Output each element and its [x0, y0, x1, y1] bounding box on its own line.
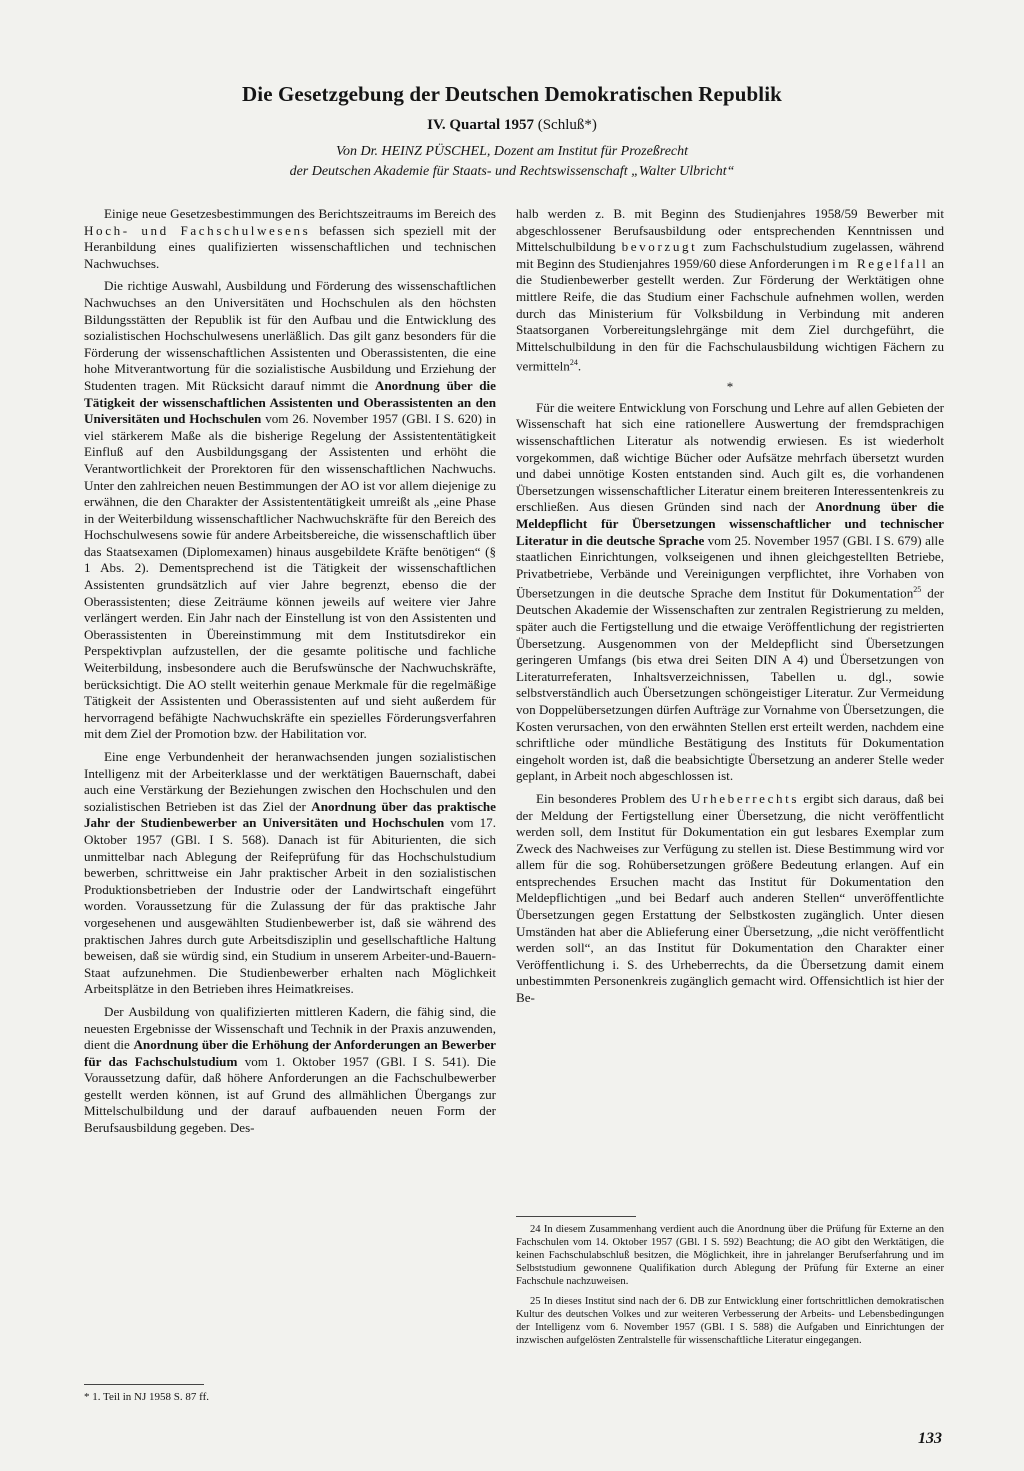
- section-separator: *: [726, 379, 734, 395]
- footnotes-right: [516, 1223, 944, 1354]
- footnote-rule: [84, 1384, 204, 1385]
- paragraph: halb werden z. B. mit Beginn des Studienjahres 1958/59 Bewerber mit abgeschlossener Berufsausbildung oder entsprechenden Kenntnissen und Mittelschulbildung bevorzugt zum Fachschulstudium zugelassen, während mit Beginn des Studienjahres 1959/60 diese Anforderungen im Regelfall an die Studienbewerber gestellt werden. Zur Förderung der Werktätigen ohne mittlere Reife, die das Studium einer Fachschule aufnehmen wollen, werden durch das Ministerium für Volksbildung in Verbindung mit anderen Staatsorganen Vorbereitungslehrgänge mit dem Ziel durchgeführt, die Mittelschulbildung in den für die Fachschulausbildung wichtigen Fächern zu vermitteln$^{24}$.: [516, 206, 944, 374]
- author-byline-1: Von Dr. HEINZ PÜSCHEL, Dozent am Institut für Prozeßrecht: [335, 144, 689, 159]
- paragraph: Ein besonderes Problem des Urheberrechts ergibt sich daraus, daß bei der Meldung der Fertigstellung einer Übersetzung, die nicht veröffentlicht werden soll, dem Institut für Dokumentation ein gut lesbares Exemplar zum Zweck des Nachweises zur Verfügung zu stellen ist. Diese Bestimmung wird vor allem für die sog. Rohübersetzungen größere Bedeutung erlangen. Auf ein entsprechendes Ersuchen macht das Institut für Dokumentation den Meldepflichtigen „und bei Bedarf auch anderen Stellen“ unveröffentlichte Übersetzungen gegen Erstattung der Selbstkosten zugänglich. Unter diesen Umständen hat aber die Ablieferung einer Übersetzung, „die nicht veröffentlicht werden soll“, an das Institut für Dokumentation den Charakter einer Veröffentlichung i. S. des Urheberrechts, da die Übersetzung damit einem unbestimmten Personenkreis zugänglich gemacht wird. Offensichtlich ist hier der Be-: [516, 790, 944, 1006]
- subtitle-quarter: IV. Quartal 1957: [427, 117, 534, 133]
- author-byline-2: der Deutschen Akademie für Staats- und Rechtswissenschaft „Walter Ulbricht“: [289, 164, 735, 179]
- footnote-star: * 1. Teil in NJ 1958 S. 87 ff.: [84, 1391, 210, 1403]
- paragraph: Für die weitere Entwicklung von Forschung und Lehre auf allen Gebieten der Wissenschaft hat sich eine rationellere Auswertung der fremdsprachigen wissenschaftlichen Literatur als notwendig erwiesen. Es ist wiederholt vorgekommen, daß wichtige Bücher oder Aufsätze mehrfach übersetzt wurden und dabei unnötige Kosten entstanden sind. Auch gilt es, die vorhandenen Übersetzungen wissenschaftlicher Literatur einem breiteren Interessentenkreis zu erschließen. Aus diesen Gründen sind nach der Anordnung über die Meldepflicht für Übersetzungen wissenschaftlicher und technischer Literatur in die deutsche Sprache vom 25. November 1957 (GBl. I S. 679) alle staatlichen Einrichtungen, volkseigenen und ihnen gleichgestellten Betriebe, Privatbetriebe, Verbände und Vereinigungen verpflichtet, ihre Vorhaben von Übersetzungen in die deutsche Sprache dem Institut für Dokumentation$^{25}$ der Deutschen Akademie der Wissenschaften zur zentralen Registrierung zu melden, später auch die Fertigstellung und die etwaige Veröffentlichung der registrierten Übersetzung. Ausgenommen von der Meldepflicht sind Übersetzungen geringeren Umfangs (bis etwa drei Seiten DIN A 4) und Übersetzungen von Literaturreferaten, Inhaltsverzeichnissen, Tabellen u. dgl., sowie selbstverständlich auch Übersetzungen schöngeistiger Literatur. Zur Vermeidung von Doppelübersetzungen dürfen Aufträge zur Vornahme von Übersetzungen, die Kosten verursachen, von den erwähnten Stellen erst erteilt werden, nachdem eine schriftliche oder mündliche Bestätigung des Instituts für Dokumentation eingeholt worden ist, daß die beabsichtigte Übersetzung an anderer Stelle weder geplant, in Arbeit noch abgeschlossen ist.: [516, 399, 944, 784]
- footnote-25: 25 In dieses Institut sind nach der 6. DB zur Entwicklung einer fortschrittlichen demokratischen Kultur des deutschen Volkes und zur weiteren Verbesserung der Arbeits- und Lebensbedingungen der Intelligenz vom 6. November 1957 (GBl. I S. 588) die Aufgaben und Einrichtungen der inzwischen aufgelösten Zentralstelle für wissenschaftliche Literatur eingegangen.: [516, 1296, 944, 1346]
- paragraph: Die richtige Auswahl, Ausbildung und Förderung des wissenschaftlichen Nachwuchses an den Universitäten und Hochschulen als den höchsten Bildungsstätten der Republik ist für den Aufbau und die Entwicklung des sozialistischen Hochschulwesens unerläßlich. Das gilt ganz besonders für die Förderung der wissenschaftlichen Assistenten und Oberassistenten, die eine hohe Mitverantwortung für die sozialistische Ausbildung und Erziehung der Studenten tragen. Mit Rücksicht darauf nimmt die Anordnung über die Tätigkeit der wissenschaftlichen Assistenten und Oberassistenten an den Universitäten und Hochschulen vom 26. November 1957 (GBl. I S. 620) in viel stärkerem Maße als die bisherige Regelung der Assistententätigkeit Einfluß auf den Ausbildungsgang der Assistenten und erhöht die Verantwortlichkeit der Prorektoren für den wissenschaftlichen Nachwuchs. Unter den zahlreichen neuen Bestimmungen der AO ist vor allem diejenige zu erwähnen, die den Charakter der Assistententätigkeit umreißt als „eine Phase in der Weiterbildung wissenschaftlicher Nachwuchskräfte für den Bereich des Hochschulwesens sowie für andere Arbeitsbereiche, die wissenschaftlich über das Staatsexamen (Diplomexamen) hinaus ausgebildete Kräfte benötigen“ (§ 1 Abs. 2). Dementsprechend ist die Tätigkeit der wissenschaftlichen Assistenten grundsätzlich auf vier Jahre begrenzt, ebenso die der Oberassistenten; diese Zeiträume können jeweils auf weitere vier Jahre verlängert werden. Ein Jahr nach der Einstellung ist von den Assistenten und Oberassistenten in Übereinstimmung mit dem Institutsdirekor ein Perspektivplan aufzustellen, der die gesamte politische und fachliche Weiterbildung, insbesondere auch die Berufswünsche der Nachwuchskräfte, berücksichtigt. Die AO stellt weiterhin genaue Merkmale für die regelmäßige Tätigkeit der Assistenten und Oberassistenten auf und sieht außerdem für hervorragend befähigte Nachwuchskräfte ein spezielles Förderungsverfahren mit dem Ziel der Promotion bzw. der Habilitation vor.: [84, 278, 497, 742]
- footnote-ref: 24: [569, 358, 578, 368]
- paragraph: Der Ausbildung von qualifizierten mittleren Kadern, die fähig sind, die neuesten Ergebnisse der Wissenschaft und Technik in der Praxis anzuwenden, dient die Anordnung über die Erhöhung der Anforderungen an Bewerber für das Fachschulstudium vom 1. Oktober 1957 (GBl. I S. 541). Die Voraussetzung dafür, daß höhere Anforderungen an die Fachschulbewerber gestellt werden können, ist auf Grund des allmählichen Übergangs zur Mittelschulbildung und der darauf aufbauenden neuen Form der Berufsausbildung gegeben. Des-: [84, 1003, 496, 1136]
- left-column: [84, 206, 496, 1143]
- paragraph: Einige neue Gesetzesbestimmungen des Berichtszeitraums im Bereich des Hoch- und Fachschulwesens befassen sich speziell mit der Heranbildung eines qualifizierten wissenschaftlichen und technischen Nachwuchses.: [84, 206, 496, 271]
- right-column: [516, 206, 944, 1013]
- footnote-24: 24 In diesem Zusammenhang verdient auch die Anordnung über die Prüfung für Externe an den Fachschulen vom 14. Oktober 1957 (GBl. I S. 592) Beachtung; die AO gibt den Werktätigen, die keinen Fachschulabschluß besitzen, die Möglichkeit, ihre in jahrelanger Berufserfahrung und im Selbststudium gewonnene Qualifikation durch Ablegung der Prüfung für Externe an einer Fachschule nachzuweisen.: [516, 1224, 944, 1287]
- article-title: Die Gesetzgebung der Deutschen Demokratischen Republik: [242, 82, 782, 106]
- footnote-rule: [516, 1216, 636, 1217]
- page-number: 133: [918, 1430, 942, 1447]
- article-subtitle: [0, 117, 1024, 134]
- subtitle-note: (Schluß*): [537, 117, 597, 133]
- paragraph: Eine enge Verbundenheit der heranwachsenden jungen sozialistischen Intelligenz mit der Arbeiterklasse und der werktätigen Bauernschaft, dabei auch eine Verstärkung der Beziehungen zwischen den Hochschulen und den sozialistischen Betrieben ist das Ziel der Anordnung über das praktische Jahr der Studienbewerber an Universitäten und Hochschulen vom 17. Oktober 1957 (GBl. I S. 568). Danach ist für Abiturienten, die sich unmittelbar nach Ablegung der Reifeprüfung für das Hochschulstudium bewerben, schrittweise ein Jahr praktischer Arbeit in den sozialistischen Produktionsbetrieben der Industrie oder der Landwirtschaft eingeführt worden. Voraussetzung für die Zulassung der für das praktische Jahr vorgesehenen und ausgewählten Studienbewerber ist, daß sie während des praktischen Jahres durch gute Arbeitsdisziplin und gesellschaftliche Haltung beweisen, daß sie würdig sind, ein Studium in unserem Arbeiter-und-Bauern-Staat aufzunehmen. Die Studienbewerber erhalten nach Möglichkeit Arbeitsplätze in den Betrieben ihres Heimatkreises.: [84, 749, 496, 997]
- footnote-ref: 25: [913, 585, 922, 595]
